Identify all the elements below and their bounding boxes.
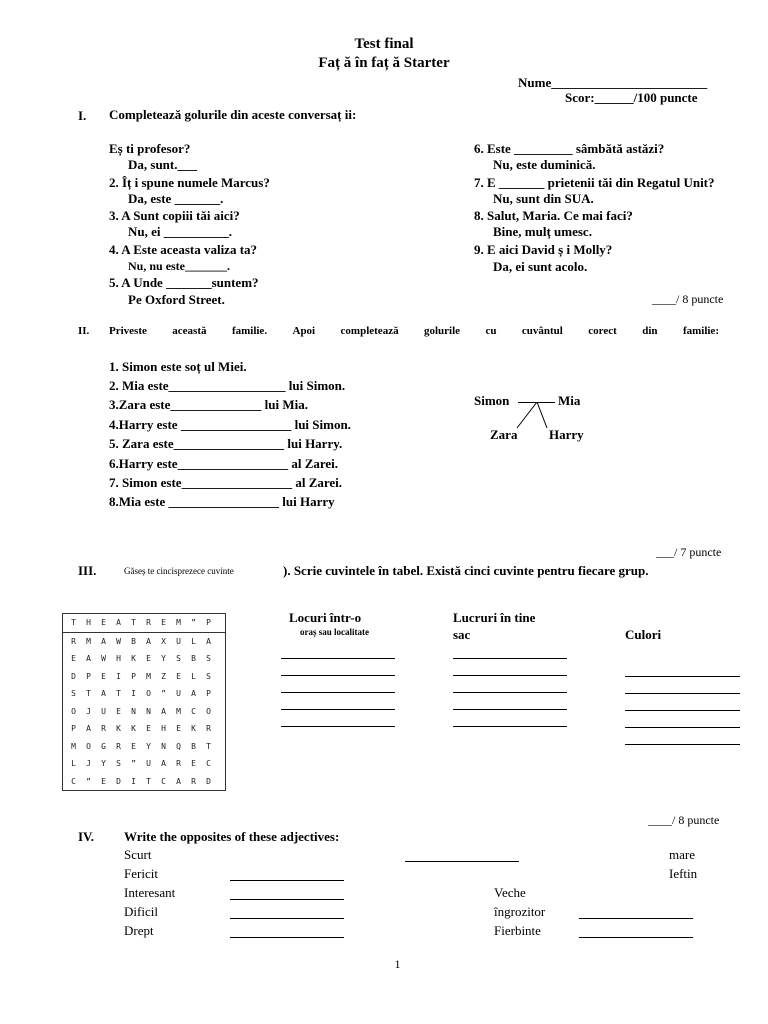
instruction-word: completează [340,325,399,337]
s1-q9: 9. E aici David ș i Molly? [474,242,613,257]
score-field: Scor:______/100 puncte [565,90,698,105]
page-subtitle: Faț ă în faț ă Starter [318,55,450,71]
s1-q5: 5. A Unde _______suntem? [109,275,259,290]
adjective-ieftin: Ieftin [669,866,698,881]
s1-q4: 4. A Este aceasta valiza ta? [109,242,258,257]
grid-letter: P [206,618,211,628]
tree-children-lines [505,402,555,430]
col-colors-title: Culori [625,627,662,642]
grid-letter: O [86,741,91,751]
grid-letter: Y [161,654,166,664]
colors-blank[interactable] [625,676,740,677]
s1-a7: Nu, sunt din SUA. [493,191,594,206]
grid-letter: T [116,689,121,699]
grid-letter: K [191,724,196,734]
grid-letter: N [146,706,151,716]
grid-letter: R [116,741,121,751]
grid-letter: T [86,689,91,699]
grid-letter: A [146,636,151,646]
grid-letter: U [176,689,181,699]
grid-letter: P [206,689,211,699]
s1-q6: 6. Este _________ sâmbătă astăzi? [474,141,665,156]
s1-q2: 2. Îț i spune numele Marcus? [109,175,270,190]
things-blank[interactable] [453,658,567,659]
grid-row [63,755,225,773]
grid-letter: L [71,759,76,769]
grid-letter: ” [191,618,196,628]
grid-letter: O [206,706,211,716]
colors-blank[interactable] [625,727,740,728]
instruction-word: cuvântul [521,325,563,337]
col-things-title-2: sac [453,627,471,642]
grid-letter: E [131,741,136,751]
s2-item-6: 6.Harry este_________________ al Zarei. [109,456,339,471]
s1-a8: Bine, mulț umesc. [493,224,592,239]
grid-letter: D [206,776,211,786]
grid-letter: A [191,689,196,699]
grid-letter: A [101,636,106,646]
grid-letter: H [161,724,166,734]
grid-letter: T [206,741,211,751]
grid-letter: M [176,618,181,628]
instruction-word: familie. [231,325,268,337]
opposite-blank[interactable] [230,880,344,881]
grid-letter: ” [131,759,136,769]
grid-letter: S [176,654,181,664]
places-blank[interactable] [281,692,395,693]
s1-a4: Nu, nu este_______. [128,259,231,273]
opposite-blank[interactable] [230,937,344,938]
grid-letter: E [101,618,106,628]
grid-letter: H [116,654,121,664]
grid-letter: P [86,671,91,681]
grid-letter: O [146,689,151,699]
s2-item-5: 5. Zara este_________________ lui Harry. [109,436,343,451]
grid-letter: P [71,724,76,734]
instruction-word: Priveste [109,325,147,337]
grid-row [63,614,225,633]
word-search-grid [62,613,226,791]
grid-letter: C [161,776,166,786]
s2-item-4: 4.Harry este _________________ lui Simon. [109,417,351,432]
section-3-number: III. [78,563,97,578]
grid-letter: R [101,724,106,734]
grid-letter: M [146,671,151,681]
grid-letter: R [191,776,196,786]
grid-letter: C [206,759,211,769]
grid-letter: A [116,618,121,628]
section-2-number: II. [78,325,90,337]
instruction-word: cu [485,325,497,337]
grid-row [63,703,225,721]
grid-letter: K [131,724,136,734]
grid-letter: E [176,671,181,681]
grid-letter: U [176,636,181,646]
grid-letter: K [131,654,136,664]
adjective-ingrozitor: îngrozitor [494,904,546,919]
s1-a1: Da, sunt.___ [128,157,197,172]
name-field: Nume________________________ [518,75,708,90]
page-title: Test final [354,36,414,52]
grid-letter: I [116,671,121,681]
grid-letter: D [71,671,76,681]
things-blank[interactable] [453,675,567,676]
s2-item-3: 3.Zara este______________ lui Mia. [109,397,308,412]
section-2-instruction [109,325,719,337]
tree-simon: Simon [474,393,510,408]
adjective-scurt: Scurt [124,847,152,862]
adjective-veche: Veche [494,885,526,900]
page-number: 1 [394,957,401,971]
adjective-fericit: Fericit [124,866,158,881]
grid-letter: Y [101,759,106,769]
grid-letter: ” [86,776,91,786]
grid-letter: E [176,724,181,734]
tree-mia: Mia [558,393,581,408]
places-blank[interactable] [281,675,395,676]
grid-letter: E [116,706,121,716]
grid-letter: A [161,706,166,716]
grid-letter: P [131,671,136,681]
grid-letter: E [146,654,151,664]
grid-letter: Z [161,671,166,681]
grid-letter: T [71,618,76,628]
grid-row [63,685,225,703]
grid-letter: E [191,759,196,769]
grid-letter: J [86,759,91,769]
section-2-score: ___/ 7 puncte [656,545,722,559]
opposite-blank[interactable] [405,861,519,862]
grid-letter: A [101,689,106,699]
grid-letter: Y [146,741,151,751]
places-blank[interactable] [281,709,395,710]
grid-letter: E [161,618,166,628]
s1-a5: Pe Oxford Street. [128,292,225,307]
s1-q3: 3. A Sunt copiii tăi aici? [109,208,240,223]
grid-letter: G [101,741,106,751]
adjective-fierbinte: Fierbinte [494,923,541,938]
adjective-mare: mare [669,847,695,862]
section-3-instruction-small: Găseș te cincisprezece cuvinte [124,566,234,576]
grid-letter: L [191,671,196,681]
grid-letter: U [146,759,151,769]
adjective-interesant: Interesant [124,885,176,900]
grid-letter: M [86,636,91,646]
colors-blank[interactable] [625,744,740,745]
grid-letter: M [71,741,76,751]
grid-letter: Q [176,741,181,751]
grid-letter: T [146,776,151,786]
grid-letter: B [131,636,136,646]
opposite-blank[interactable] [230,918,344,919]
section-1-instruction: Completează golurile din aceste conversaț ii: [109,107,357,122]
grid-letter: U [101,706,106,716]
grid-letter: B [191,654,196,664]
col-things-title: Lucruri în tine [453,610,536,625]
things-blank[interactable] [453,692,567,693]
adjective-dificil: Dificil [124,904,158,919]
grid-letter: R [176,759,181,769]
grid-letter: E [71,654,76,664]
grid-letter: ” [161,689,166,699]
s2-item-2: 2. Mia este__________________ lui Simon. [109,378,346,393]
instruction-word: corect [588,325,617,337]
grid-letter: E [101,776,106,786]
tree-harry: Harry [549,427,584,442]
s2-item-1: 1. Simon este soț ul Miei. [109,359,247,374]
adjective-drept: Drept [124,923,154,938]
grid-letter: A [206,636,211,646]
grid-letter: K [116,724,121,734]
grid-letter: S [71,689,76,699]
grid-row [63,633,225,651]
grid-letter: C [71,776,76,786]
grid-letter: R [206,724,211,734]
places-blank[interactable] [281,658,395,659]
s1-a6: Nu, este duminică. [493,157,596,172]
grid-letter: E [101,671,106,681]
section-1-score: ____/ 8 puncte [652,292,724,306]
grid-letter: L [191,636,196,646]
tree-zara: Zara [490,427,518,442]
section-3-instruction: ). Scrie cuvintele în tabel. Există cinci cuvinte pentru fiecare grup. [283,563,649,578]
s1-a2: Da, este _______. [128,191,224,206]
grid-letter: M [176,706,181,716]
instruction-word: Apoi [292,325,316,337]
grid-letter: R [146,618,151,628]
opposite-blank[interactable] [579,918,693,919]
grid-letter: W [101,654,106,664]
grid-letter: O [71,706,76,716]
grid-letter: A [176,776,181,786]
colors-blank[interactable] [625,693,740,694]
grid-letter: A [86,724,91,734]
grid-letter: S [206,654,211,664]
things-blank[interactable] [453,709,567,710]
s2-item-7: 7. Simon este_________________ al Zarei. [109,475,343,490]
grid-letter: R [71,636,76,646]
grid-letter: C [191,706,196,716]
grid-letter: I [131,776,136,786]
section-1-number: I. [78,108,87,123]
grid-row [63,668,225,686]
grid-row [63,773,225,791]
grid-letter: S [206,671,211,681]
grid-letter: T [131,618,136,628]
instruction-word: această [172,325,207,337]
grid-letter: H [86,618,91,628]
instruction-word: golurile [424,325,461,337]
grid-row [63,650,225,668]
col-places-title: Locuri într-o [289,610,362,625]
colors-blank[interactable] [625,710,740,711]
grid-letter: D [116,776,121,786]
s1-q8: 8. Salut, Maria. Ce mai faci? [474,208,633,223]
grid-letter: A [161,759,166,769]
places-blank[interactable] [281,726,395,727]
grid-row [63,720,225,738]
s2-item-8: 8.Mia este _________________ lui Harry [109,494,335,509]
col-places-subtitle: oraș sau localitate [300,627,369,637]
s1-q7: 7. E _______ prietenii tăi din Regatul Unit? [474,175,715,190]
grid-letter: E [146,724,151,734]
opposite-blank[interactable] [230,899,344,900]
grid-letter: X [161,636,166,646]
grid-letter: A [86,654,91,664]
s1-a3: Nu, ei __________. [128,224,232,239]
grid-letter: N [161,741,166,751]
grid-letter: N [131,706,136,716]
grid-row [63,738,225,756]
section-4-instruction: Write the opposites of these adjectives: [124,829,340,844]
section-3-score: ____/ 8 puncte [648,813,720,827]
s1-q1: Eș ti profesor? [109,141,191,156]
opposite-blank[interactable] [579,937,693,938]
instruction-word: familie: [682,325,719,337]
grid-letter: S [116,759,121,769]
grid-letter: B [191,741,196,751]
s1-a9: Da, ei sunt acolo. [493,259,588,274]
grid-letter: W [116,636,121,646]
section-4-number: IV. [78,829,95,844]
grid-letter: J [86,706,91,716]
things-blank[interactable] [453,726,567,727]
instruction-word: din [642,325,658,337]
grid-letter: I [131,689,136,699]
